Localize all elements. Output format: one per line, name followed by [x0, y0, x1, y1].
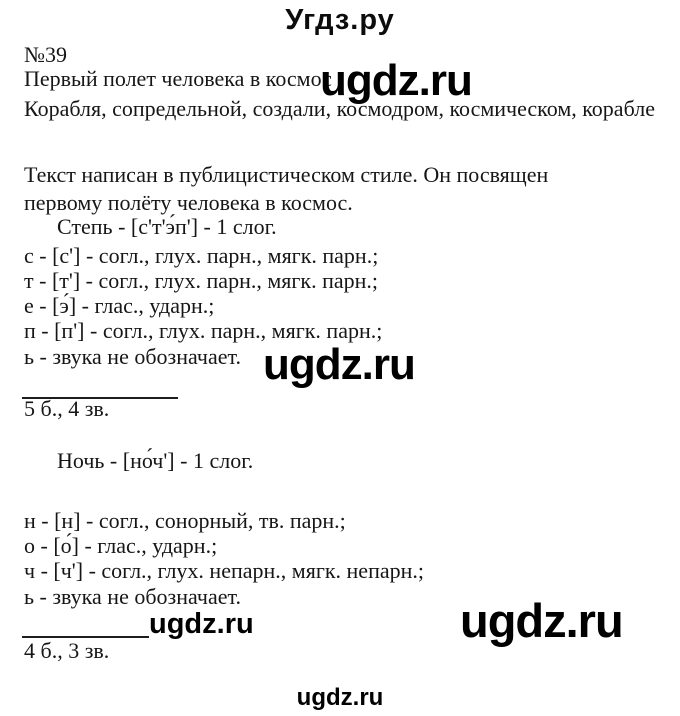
- watermark-top: ugdz.ru: [320, 56, 472, 105]
- word1-analysis-line: е - [э́] - глас., ударн.;: [24, 293, 215, 318]
- word2-summary: 4 б., 3 зв.: [24, 638, 110, 663]
- word1-analysis-line: п - [п'] - согл., глух. парн., мягк. парн.;: [24, 318, 383, 343]
- word2-analysis-line: ч - [ч'] - согл., глух. непарн., мягк. непарн.;: [24, 558, 424, 583]
- word2-analysis-line: н - [н] - согл., сонорный, тв. парн.;: [24, 508, 346, 533]
- answer-paragraph-line-1: Текст написан в публицистическом стиле. Он посвящен: [24, 162, 549, 187]
- word1-analysis-line: ь - звука не обозначает.: [24, 344, 241, 369]
- watermark-bottom-left: ugdz.ru: [149, 608, 254, 640]
- word1-analysis-line: т - [т'] - согл., глух. парн., мягк. парн.;: [24, 268, 379, 293]
- word2-analysis-line: о - [о́] - глас., ударн.;: [24, 533, 218, 558]
- answer-paragraph-line-2: первому полёту человека в космос.: [24, 190, 353, 215]
- task-number: №39: [24, 42, 67, 67]
- word1-summary: 5 б., 4 зв.: [24, 396, 110, 421]
- word1-heading: Степь - [с'т'э́п'] - 1 слог.: [57, 214, 277, 239]
- watermark-bottom-right: ugdz.ru: [460, 594, 623, 647]
- site-header: Угдз.ру: [285, 4, 395, 36]
- watermark-footer: ugdz.ru: [296, 684, 384, 711]
- task-word-list: Корабля, сопредельной, создали, космодром, космическом, корабле: [24, 96, 655, 121]
- word1-analysis-line: с - [с'] - согл., глух. парн., мягк. парн.;: [24, 243, 379, 268]
- word2-heading: Ночь - [но́ч'] - 1 слог.: [57, 448, 254, 473]
- watermark-middle: ugdz.ru: [263, 340, 415, 389]
- task-title: Первый полет человека в космос: [24, 66, 332, 91]
- word2-analysis-line: ь - звука не обозначает.: [24, 584, 241, 609]
